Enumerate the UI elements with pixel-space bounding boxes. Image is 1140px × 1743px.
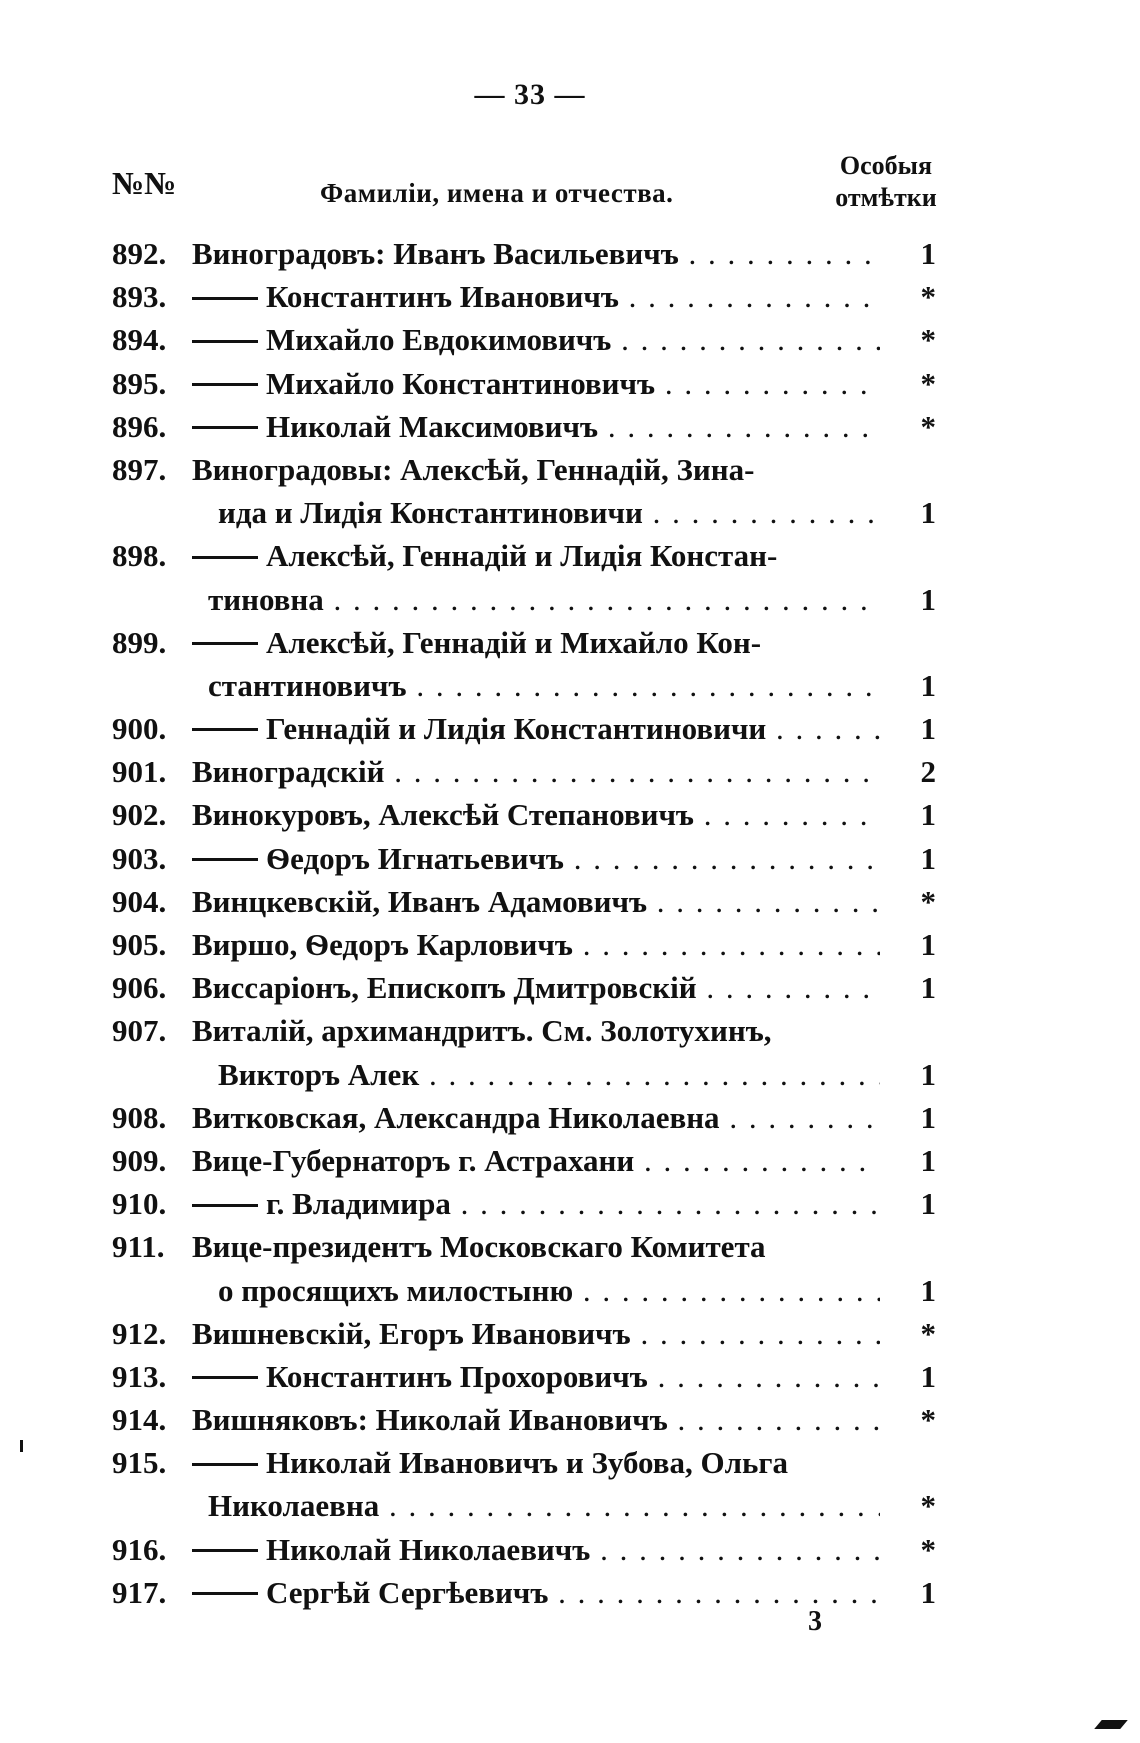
- column-header-marks-line1: Особыя: [839, 151, 933, 180]
- entry-line: [112, 1355, 942, 1398]
- entry-mark: 1: [920, 1186, 936, 1222]
- entry-name-text: Витковская, Александра Николаевна: [192, 1099, 720, 1135]
- entry-mark: *: [920, 279, 936, 315]
- entry-name-text: Николай Ивановичъ и Зубова, Ольга: [266, 1445, 788, 1481]
- entry-name: [192, 1355, 880, 1398]
- ditto-dash: [192, 383, 258, 386]
- entry-number: 894.: [112, 322, 167, 358]
- entry-line: [112, 1096, 942, 1139]
- entry-line: [112, 664, 942, 707]
- entry-number: 911.: [112, 1229, 165, 1265]
- entry: [112, 837, 942, 880]
- entry-line: [112, 1182, 942, 1225]
- entry-mark: *: [920, 1488, 936, 1524]
- entry-name-text: Вице-президентъ Московскаго Комитета: [192, 1229, 766, 1265]
- entry-name-text: Алексѣй, Геннадій и Лидія Констан-: [266, 538, 778, 574]
- entry-line: [112, 232, 942, 275]
- column-header-marks: [826, 150, 946, 214]
- entry-line: [112, 966, 942, 1009]
- entry-mark: 1: [920, 581, 936, 617]
- ditto-dash: [192, 1376, 258, 1379]
- entry-mark: 1: [920, 1142, 936, 1178]
- entry-number: 915.: [112, 1445, 167, 1481]
- entry-mark: 1: [920, 840, 936, 876]
- entry-name-text: о просящихъ милостыню: [218, 1272, 574, 1308]
- entry-mark: *: [920, 365, 936, 401]
- entry-line: [112, 318, 942, 361]
- entry-name: [192, 1139, 880, 1182]
- entry-name: [192, 1398, 880, 1441]
- entry: [112, 923, 942, 966]
- entry-name: [192, 664, 880, 707]
- entry-line: [112, 362, 942, 405]
- entry-name-text: Николай Николаевичъ: [266, 1531, 591, 1567]
- entry-name-text: Константинъ Ивановичъ: [266, 279, 619, 315]
- entry-mark: 1: [920, 1272, 936, 1308]
- entry-name: [192, 275, 880, 318]
- ditto-dash: [192, 1463, 258, 1466]
- column-header-names: Фамиліи, имена и отчества.: [320, 178, 674, 208]
- page-number: — 33 —: [474, 78, 586, 111]
- entry-line: [112, 1528, 942, 1571]
- entry-mark: *: [920, 1402, 936, 1438]
- entry-line: [112, 1009, 942, 1052]
- entry-number: 916.: [112, 1531, 167, 1567]
- entry: [112, 966, 942, 1009]
- entry-name: [192, 621, 880, 664]
- entry-name-text: Михайло Евдокимовичъ: [266, 322, 612, 358]
- ditto-dash: [192, 297, 258, 300]
- entry-name: [192, 448, 880, 491]
- entry-line: [112, 1484, 942, 1527]
- entry: [112, 1139, 942, 1182]
- entry-name-text: Виноградовъ: Иванъ Васильевичъ: [192, 236, 679, 271]
- entry-name: [192, 923, 880, 966]
- entry-name: [192, 1312, 880, 1355]
- entry: [112, 621, 942, 707]
- entry: [112, 1528, 942, 1571]
- entry-number: 910.: [112, 1186, 167, 1222]
- entry-name: [192, 1009, 880, 1052]
- entry-name-text: Геннадій и Лидія Константиновичи: [266, 711, 767, 747]
- entry-mark: 1: [920, 1358, 936, 1394]
- ditto-dash: [192, 1204, 258, 1207]
- entry-mark: *: [920, 1531, 936, 1567]
- entry-name-text: стантиновичъ: [208, 667, 407, 703]
- entry-number: 908.: [112, 1099, 167, 1135]
- entry-line: [112, 837, 942, 880]
- column-header-marks-line2: отмѣтки: [835, 183, 937, 212]
- entry: [112, 1096, 942, 1139]
- entry-name-text: Виссаріонъ, Епископъ Дмитровскій: [192, 970, 697, 1006]
- entry-number: 892.: [112, 236, 167, 271]
- entry-number: 914.: [112, 1402, 167, 1438]
- entry-name: [192, 318, 880, 361]
- entry-line: [112, 923, 942, 966]
- entry-name: [192, 534, 880, 577]
- entry-number: 909.: [112, 1142, 167, 1178]
- entry-number: 901.: [112, 754, 167, 790]
- entry-name: [192, 1225, 880, 1268]
- entry-name-text: Виноградовы: Алексѣй, Геннадій, Зина-: [192, 451, 755, 487]
- entry-line: [112, 1269, 942, 1312]
- entry-number: 917.: [112, 1574, 167, 1610]
- entry-name: [192, 1096, 880, 1139]
- entry-name-text: Вице-Губернаторъ г. Астрахани: [192, 1142, 635, 1178]
- entry-number: 893.: [112, 279, 167, 315]
- entry-line: [112, 1053, 942, 1096]
- entry-line: [112, 880, 942, 923]
- entry-mark: 1: [920, 667, 936, 703]
- entry: [112, 707, 942, 750]
- entry-name-text: г. Владимира: [266, 1186, 451, 1222]
- entry-line: [112, 707, 942, 750]
- entry-mark: *: [920, 408, 936, 444]
- entry-name-text: Винцкевскій, Иванъ Адамовичъ: [192, 883, 648, 919]
- entry-name-text: Ѳедоръ Игнатьевичъ: [266, 840, 564, 876]
- printer-signature: 3: [808, 1606, 822, 1637]
- entry-name-text: Николаевна: [208, 1488, 380, 1524]
- entry-name: [192, 1484, 880, 1527]
- entry-number: 899.: [112, 624, 167, 660]
- entry-line: [112, 1398, 942, 1441]
- entry-name: [192, 837, 880, 880]
- entry-mark: 1: [920, 495, 936, 531]
- entry-name: [192, 966, 880, 1009]
- entry-number: 906.: [112, 970, 167, 1006]
- entry-mark: 1: [920, 927, 936, 962]
- entry: [112, 275, 942, 318]
- entry-name-text: Алексѣй, Геннадій и Михайло Кон-: [266, 624, 762, 660]
- entry: [112, 232, 942, 275]
- entry-name-text: Винокуровъ, Алексѣй Степановичъ: [192, 797, 695, 833]
- entry-name: [192, 1053, 880, 1096]
- entry-number: 913.: [112, 1358, 167, 1394]
- entry-name-text: Михайло Константиновичъ: [266, 365, 656, 401]
- entry-name: [192, 880, 880, 923]
- entry-mark: 1: [920, 1056, 936, 1092]
- entry-number: 905.: [112, 927, 167, 962]
- entry-line: [112, 578, 942, 621]
- entry-name: [192, 405, 880, 448]
- entry: [112, 448, 942, 534]
- ditto-dash: [192, 642, 258, 645]
- entry-name: [192, 362, 880, 405]
- entry: [112, 1398, 942, 1441]
- ditto-dash: [192, 556, 258, 559]
- entry-name-text: ида и Лидія Константиновичи: [218, 495, 643, 531]
- entry-name: [192, 1528, 880, 1571]
- entry-mark: *: [920, 883, 936, 919]
- entry: [112, 1355, 942, 1398]
- entry-mark: 1: [920, 711, 936, 747]
- entry: [112, 1441, 942, 1527]
- entry-number: 902.: [112, 797, 167, 833]
- entry-line: [112, 491, 942, 534]
- entry: [112, 1225, 942, 1311]
- scan-speck: [20, 1440, 23, 1452]
- ditto-dash: [192, 1549, 258, 1552]
- ditto-dash: [192, 858, 258, 861]
- entry-name-text: Николай Максимовичъ: [266, 408, 599, 444]
- entry-mark: 1: [920, 236, 936, 271]
- entry-name: [192, 578, 880, 621]
- entry-name-text: Вишняковъ: Николай Ивановичъ: [192, 1402, 668, 1438]
- entry-number: 896.: [112, 408, 167, 444]
- entry: [112, 362, 942, 405]
- entry: [112, 750, 942, 793]
- ditto-dash: [192, 728, 258, 731]
- entry-mark: *: [920, 1315, 936, 1351]
- entry-name: [192, 232, 880, 275]
- entry-number: 895.: [112, 365, 167, 401]
- entry-mark: 1: [920, 970, 936, 1006]
- entry-name-text: тиновна: [208, 581, 324, 617]
- entry-name-text: Вишневскій, Егоръ Ивановичъ: [192, 1315, 631, 1351]
- entry-name-text: Виталій, архимандритъ. См. Золотухинъ,: [192, 1013, 772, 1049]
- ditto-dash: [192, 340, 258, 343]
- entry-line: [112, 1312, 942, 1355]
- entry-name: [192, 707, 880, 750]
- entry-line: [112, 275, 942, 318]
- entry-number: 907.: [112, 1013, 167, 1049]
- entry: [112, 1312, 942, 1355]
- entry-number: 903.: [112, 840, 167, 876]
- entry-name: [192, 1182, 880, 1225]
- entry-name-text: Виноградскій: [192, 754, 385, 790]
- entry-name-text: Викторъ Алек: [218, 1056, 420, 1092]
- entry-name-text: Сергѣй Сергѣевичъ: [266, 1574, 549, 1610]
- entry: [112, 880, 942, 923]
- entry-line: [112, 1139, 942, 1182]
- entry-name: [192, 491, 880, 534]
- entry-name: [192, 750, 880, 793]
- ditto-dash: [192, 1592, 258, 1595]
- entry-name: [192, 1571, 880, 1614]
- entry-line: [112, 448, 942, 491]
- entry-name-text: Виршо, Ѳедоръ Карловичъ: [192, 927, 573, 962]
- entry: [112, 318, 942, 361]
- entry-mark: 2: [920, 754, 936, 790]
- entry: [112, 793, 942, 836]
- entry-line: [112, 405, 942, 448]
- entry-line: [112, 1225, 942, 1268]
- entry-mark: 1: [920, 1574, 936, 1610]
- entry-number: 898.: [112, 538, 167, 574]
- entry-name: [192, 1269, 880, 1312]
- ditto-dash: [192, 426, 258, 429]
- entry-number: 897.: [112, 451, 167, 487]
- entry-number: 900.: [112, 711, 167, 747]
- entry-name: [192, 1441, 880, 1484]
- entry-name-text: Константинъ Прохоровичъ: [266, 1358, 648, 1394]
- entry-mark: *: [920, 322, 936, 358]
- entry-line: [112, 621, 942, 664]
- entry-mark: 1: [920, 797, 936, 833]
- column-header-number: №№: [112, 165, 177, 201]
- entry: [112, 534, 942, 620]
- entries-list: [112, 232, 942, 1614]
- scan-speck: [1094, 1720, 1128, 1729]
- entry-line: [112, 793, 942, 836]
- entry: [112, 1009, 942, 1095]
- entry-line: [112, 1441, 942, 1484]
- entry: [112, 1182, 942, 1225]
- entry-line: [112, 750, 942, 793]
- entry-name: [192, 793, 880, 836]
- entry-number: 912.: [112, 1315, 167, 1351]
- entry: [112, 405, 942, 448]
- entry-number: 904.: [112, 883, 167, 919]
- entry-line: [112, 534, 942, 577]
- entry-mark: 1: [920, 1099, 936, 1135]
